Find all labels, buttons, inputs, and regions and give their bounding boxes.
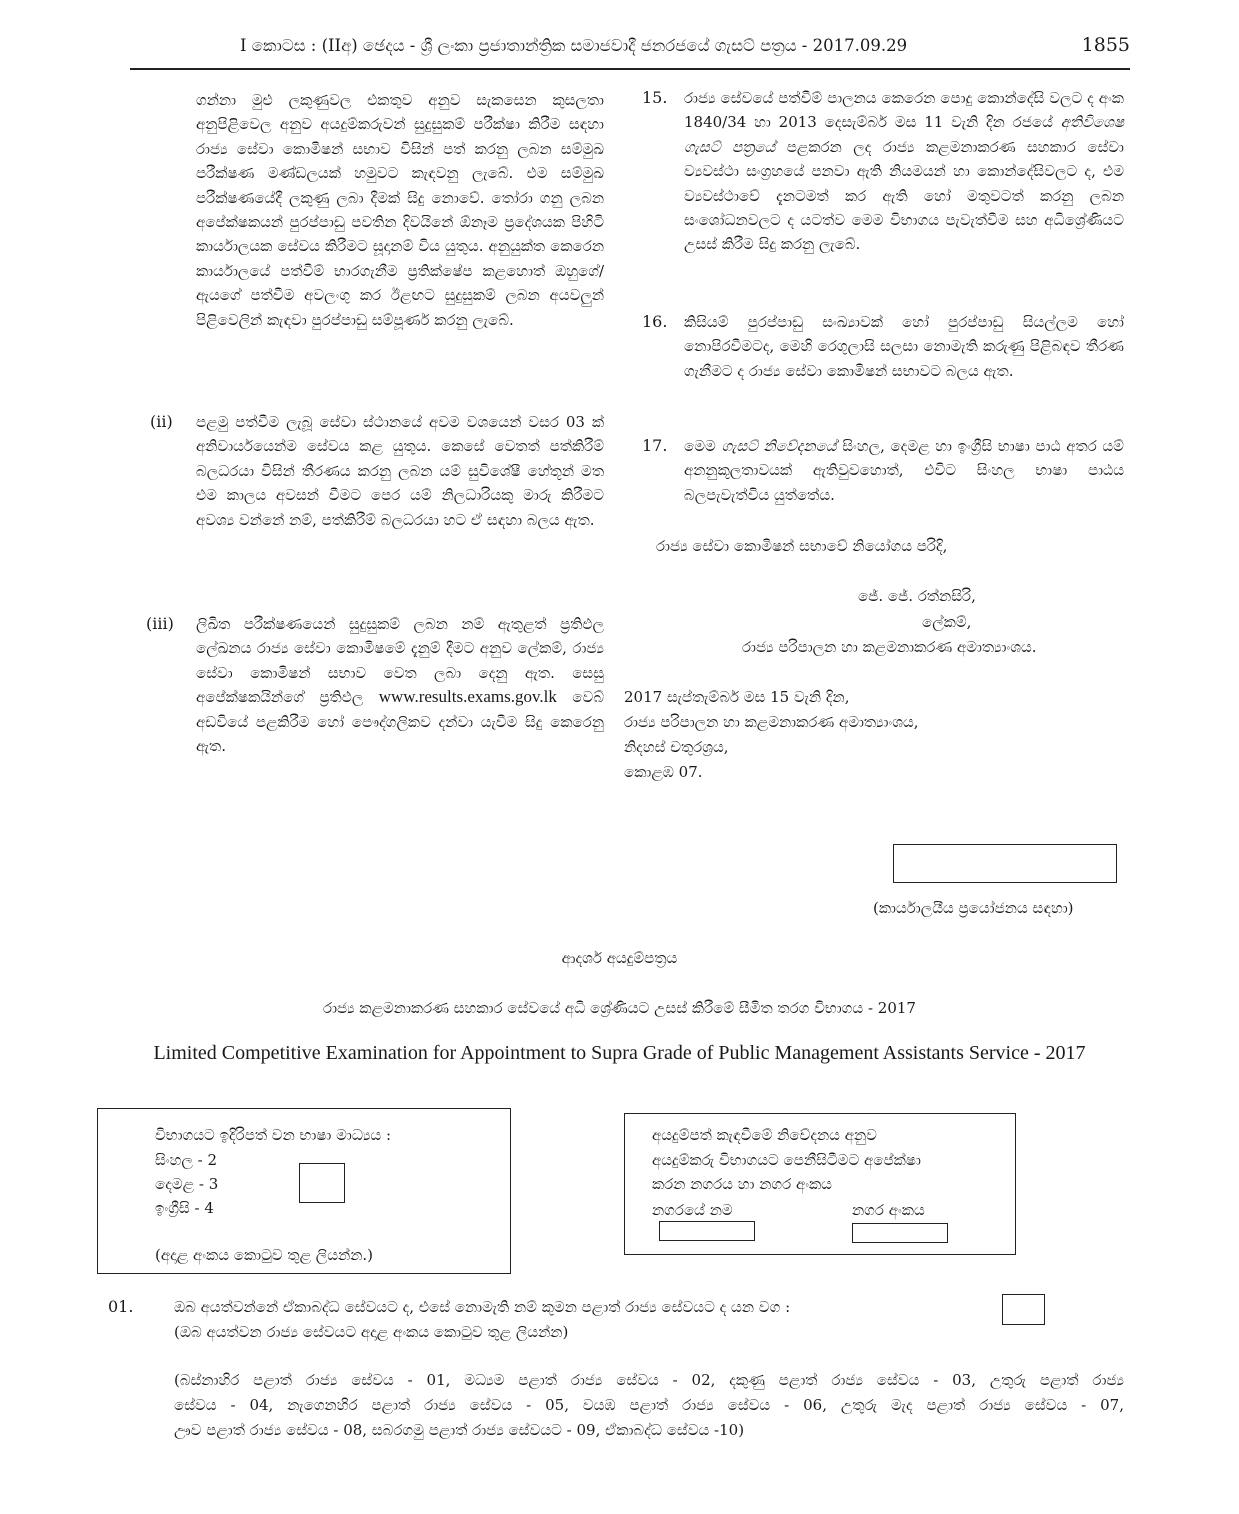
- q01-options-line1: (බස්නාහිර පළාත් රාජ්‍ය සේවය - 01, මධ්‍යම පළාත් රාජ්‍ය සේවය - 02, දකුණු පළාත් රාජ්‍ය සේවය - 03, උතුරු පළාත් රාජ්‍ය: [174, 1371, 1124, 1389]
- gazette-header: [130, 30, 1130, 70]
- city-number-label: නගර අංකය: [852, 1201, 925, 1219]
- signatory-ministry: රාජ්‍ය පරිපාලන හා කළමනාකරණ අමාත්‍යාංශය.: [742, 638, 1037, 656]
- item-17-text-b: සිංහල, දෙමළ හා ඉංග්‍රීසි භාෂා පාඨ අතර යම් අනනුකූලතාවයක් ඇතිවුවහොත්, එවිට සිංහල භාෂා පාඨය බලපැවැත්විය යුත්තේය.: [684, 437, 1124, 504]
- address-date: 2017 සැප්තැම්බර් මස 15 වැනි දින,: [624, 688, 850, 706]
- item-iii-text-b: වෙබ් අඩවියේ පළකිරීම හෝ පෞද්ගලිකව දන්වා යැවීම සිදු කෙරෙනු ඇත.: [196, 688, 604, 756]
- item-15-text-b: පළකරන ලද රාජ්‍ය කළමනාකරණ සහකාර සේවා ව්‍යවස්ථා සංග්‍රහයේ පනවා ඇති නියමයන් හා කොන්දේසිවලට ද, එම ව්‍යවස්ථාවේ දැනටමත් කර ඇති හෝ මතුවටත් කරනු ලබන සංශෝධනවලට ද යටත්ව මෙම විභාගය පැවැත්වීම සහ අධිශ්‍රේණියට උසස් කිරීම සිදු කරනු ලැබේ.: [684, 137, 1124, 254]
- item-15-text-a: රාජ්‍ය සේවයේ පත්වීම් පාලනය කෙරෙන පොදු කොන්දේසි වලට ද අංක 1840/34 හා 2013 දෙසැම්බර් මස 11 වැනි දින රජයේ: [684, 89, 1124, 132]
- order-line: රාජ්‍ය සේවා කොමිෂන් සභාවේ නියෝගය පරිදි,: [656, 537, 948, 555]
- medium-option-english: ඉංග්‍රීසි - 4: [155, 1199, 214, 1217]
- medium-input-box[interactable]: [299, 1163, 345, 1203]
- header-rule: [130, 68, 1130, 70]
- medium-option-sinhala: සිංහල - 2: [155, 1151, 217, 1169]
- item-17-text: [684, 434, 1124, 507]
- item-15-text: [684, 86, 1124, 257]
- results-url: www.results.exams.gov.lk: [378, 687, 557, 707]
- page-number: 1855: [1081, 34, 1130, 56]
- item-iii-text-a: ලිඛිත පරීක්ෂණයෙන් සුදුසුකම් ලබන නම් ඇතුළත් ප්‍රතිඵල ලේඛනය රාජ්‍ය සේවා කොමිෂමේ දැනුම් දීමට අනුව ලේකම්, රාජ්‍ය සේවා කොමිෂන් සභාව වෙත ලබා දෙනු ඇත. සෙසු අපේක්ෂකයින්ගේ ප්‍රතිඵල: [196, 615, 604, 707]
- item-15-italic: අතිවිශෙෂ ගැසට් පත්‍රයේ: [684, 113, 1124, 156]
- office-use-box[interactable]: [893, 844, 1117, 883]
- item-17-text-a: මෙම: [684, 437, 716, 455]
- city-line2: අයදුම්කරු විභාගයට පෙනීසිටීමට අපේක්ෂා: [652, 1151, 921, 1169]
- city-name-input[interactable]: [659, 1221, 755, 1241]
- item-16-label: 16.: [642, 312, 668, 331]
- office-use-label: (කාර්යාලයීය ප්‍රයෝජනය සඳහා): [873, 899, 1074, 917]
- q01-label: 01.: [108, 1297, 134, 1316]
- signatory-name: ජේ. ජේ. රත්නසිරි,: [858, 587, 976, 605]
- city-line3: කරන නගරය හා නගර අංකය: [652, 1175, 832, 1193]
- q01-line1: ඔබ අයත්වන්නේ ඒකාබද්ධ සේවයට ද, එසේ නොමැති නම් කුමන පළාත් රාජ්‍ය සේවයට ද යන වග :: [174, 1298, 791, 1316]
- medium-note: (අදාළ අංකය කොටුව තුළ ලියන්න.): [155, 1246, 374, 1264]
- city-name-label: නගරයේ නම: [652, 1201, 733, 1219]
- form-title: ආදර්ශ අයදුම්පත්‍රය: [561, 949, 678, 967]
- city-box: [624, 1113, 1016, 1255]
- item-iii-label: (iii): [146, 614, 174, 633]
- item-17-italic: ගැසට් නිවේදනයේ: [721, 437, 837, 455]
- item-iii-text: [196, 612, 604, 758]
- q01-options-line3: ඌව පළාත් රාජ්‍ය සේවය - 08, සබරගමු පළාත් රාජ්‍ය සේවයට - 09, ඒකාබද්ධ සේවය -10): [174, 1421, 745, 1439]
- q01-options-line2: සේවය - 04, නැගෙනහිර පළාත් රාජ්‍ය සේවය - 05, වයඹ පළාත් රාජ්‍ය සේවය - 06, උතුරු මැද පළාත් රාජ්‍ය සේවය - 07,: [174, 1396, 1124, 1414]
- address-line3: කොළඹ 07.: [624, 763, 703, 781]
- header-title: I කොටස : (IIඅ) ඡෙදය - ශ්‍රී ලංකා ප්‍රජාතාන්ත්‍රික සමාජවාදී ජනරජයේ ගැසට් පත්‍රය - 2017.09.29: [240, 36, 908, 55]
- item-ii-text: පළමු පත්වීම ලැබූ සේවා ස්ථානයේ අවම වශයෙන් වසර 03 ක් අනිවාර්යයෙන්ම සේවය කළ යුතුය. කෙසේ වෙතත් පත්කිරීම් බලධරයා විසින් තීරණය කරනු ලබන යම් සුවිශේෂී හේතූන් මත එම කාලය අවසන් වීමට පෙර යම් නිලධාරියකු මාරු කිරීමට අවශ්‍ය වන්නේ නම්, පත්කිරීම් බලධරයා හට ඒ සඳහා බලය ඇත.: [196, 413, 604, 529]
- signatory-title: ලේකම්,: [922, 613, 972, 631]
- form-subtitle-si: රාජ්‍ය කළමනාකරණ සහකාර සේවයේ අධි ශ්‍රේණියට උසස් කිරීමේ සීමිත තරග විභාගය - 2017: [323, 999, 916, 1017]
- address-line1: රාජ්‍ය පරිපාලන හා කළමනාකරණ අමාත්‍යාංශය,: [624, 713, 919, 731]
- para-i-continued: ගන්නා මුළු ලකුණුවල එකතුව අනුව සැකසෙන කුසලතා අනුපිළිවෙල අනුව අයදුම්කරුවන් සුදුසුකම් පරීක්ෂා කිරීම සඳහා රාජ්‍ය සේවා කොමිෂන් සභාව විසින් පත් කරනු ලබන සම්මුඛ පරීක්ෂණ මණ්ඩලයක් හමුවට කැඳවනු ලැබේ. එම සම්මුඛ පරීක්ෂණයේදී ලකුණු ලබා දීමක් සිදු නොවේ. තෝරා ගනු ලබන අපේක්ෂකයන් පුරප්පාඩු පවතින දිවයිනේ ඕනෑම ප්‍රදේශයක පිහිටි කාර්යාලයක සේවය කිරීමට සූදානම් විය යුතුය. අනුයුක්ත කෙරෙන කාර්යාලයේ පත්වීම් භාරගැනීම ප්‍රතික්ෂේප කළහොත් ඔහුගේ/ඇයගේ පත්වීම අවලංගු කර ඊළඟට සුදුසුකම් ලබන අයවලුන් පිළිවෙලින් කැඳවා පුරප්පාඩු සම්පූර්ණ කරනු ලැබේ.: [196, 91, 604, 329]
- q01-input-box[interactable]: [1002, 1294, 1045, 1325]
- item-16-text: කිසියම් පුරප්පාඩු සංඛ්‍යාවක් හෝ පුරප්පාඩු සියල්ලම හෝ නොපිරවීමටද, මෙහි රෙගුලාසි සලසා නොමැති කරුණු පිළිබඳව තීරණ ගැනීමට ද රාජ්‍ය සේවා කොමිෂන් සභාවට බලය ඇත.: [684, 313, 1124, 380]
- city-line1: අයදුම්පත් කැඳවීමේ නිවේදනය අනුව: [652, 1126, 877, 1144]
- item-ii-label: (ii): [150, 412, 173, 431]
- medium-box: [97, 1108, 511, 1274]
- form-subtitle-en: Limited Competitive Examination for Appointment to Supra Grade of Public Management Assistants Service - 2017: [153, 1042, 1086, 1064]
- city-number-input[interactable]: [852, 1223, 948, 1243]
- item-15-label: 15.: [642, 88, 668, 107]
- address-line2: නිදහස් චතුරශ්‍රය,: [624, 738, 729, 756]
- medium-option-tamil: දෙමළ - 3: [155, 1175, 219, 1193]
- q01-line2: (ඔබ අයත්වන රාජ්‍ය සේවයට අදාළ අංකය කොටුව තුළ ලියන්න): [174, 1323, 569, 1341]
- medium-heading: විභාගයට ඉදිරිපත් වන භාෂා මාධ්‍යය :: [155, 1126, 392, 1144]
- item-17-label: 17.: [642, 436, 668, 455]
